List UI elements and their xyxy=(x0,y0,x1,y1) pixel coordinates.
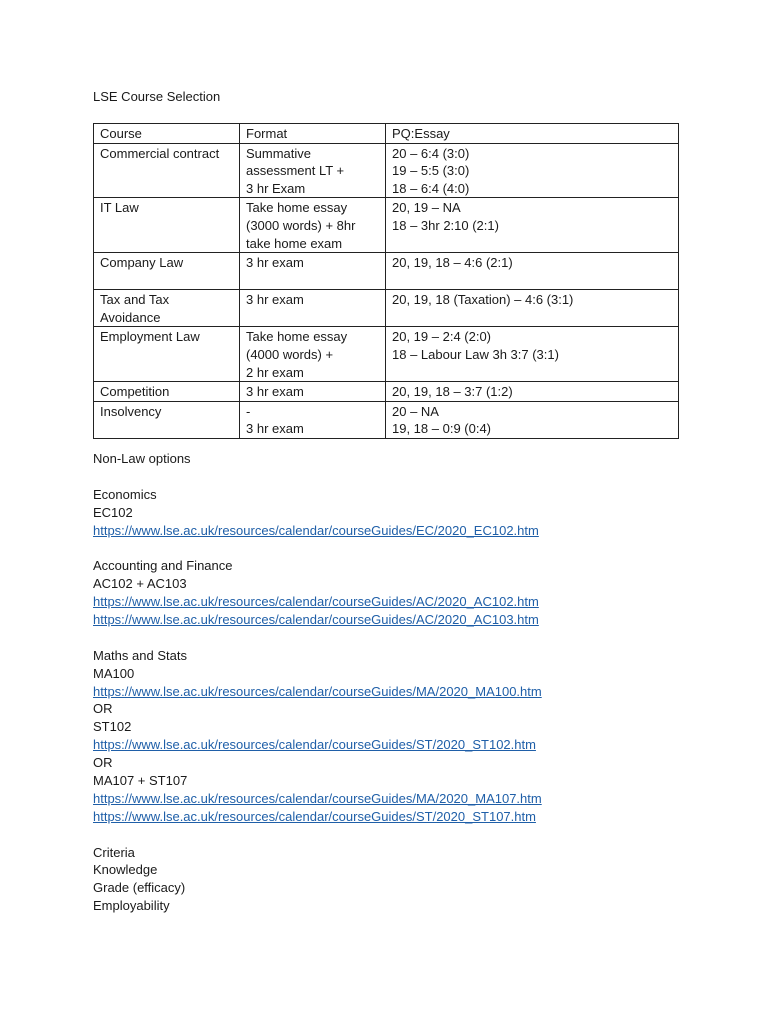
table-row xyxy=(94,198,679,253)
course-name: Tax and Tax xyxy=(100,292,170,308)
format-line: (4000 words) + xyxy=(246,346,334,362)
course-code: AC102 + AC103 xyxy=(93,576,187,592)
pq-line: 20, 19, 18 (Taxation) – 4:6 (3:1) xyxy=(392,292,574,308)
course-guide-link[interactable]: https://www.lse.ac.uk/resources/calendar/courseGuides/AC/2020_AC103.htm xyxy=(93,612,539,628)
course-name: Company Law xyxy=(100,255,184,271)
or-separator: OR xyxy=(93,755,113,771)
course-name: IT Law xyxy=(100,200,139,216)
course-code: EC102 xyxy=(93,504,133,520)
format-cell xyxy=(240,382,386,402)
pq-cell xyxy=(386,143,679,198)
pq-line: 20 – 6:4 (3:0) xyxy=(392,145,470,161)
course-guide-link[interactable]: https://www.lse.ac.uk/resources/calendar/courseGuides/MA/2020_MA107.htm xyxy=(93,790,542,806)
subject-heading: Accounting and Finance xyxy=(93,558,233,574)
header-pq-essay: PQ:Essay xyxy=(386,124,679,144)
format-cell xyxy=(240,327,386,382)
course-name: Competition xyxy=(100,384,170,400)
format-line: Summative xyxy=(246,145,312,161)
table-row xyxy=(94,143,679,198)
table-row xyxy=(94,327,679,382)
table-row xyxy=(94,290,679,327)
course-code: MA100 xyxy=(93,665,135,681)
course-cell xyxy=(94,382,240,402)
course-cell xyxy=(94,253,240,290)
subject-heading: Economics xyxy=(93,486,157,502)
format-line: 3 hr exam xyxy=(246,421,304,437)
pq-line: 20, 19 – NA xyxy=(392,200,461,216)
course-cell xyxy=(94,143,240,198)
format-cell xyxy=(240,253,386,290)
pq-cell xyxy=(386,290,679,327)
pq-line: 20, 19, 18 – 4:6 (2:1) xyxy=(392,255,513,271)
criteria-item: Employability xyxy=(93,898,170,914)
pq-line: 19 – 5:5 (3:0) xyxy=(392,163,470,179)
pq-line: 19, 18 – 0:9 (0:4) xyxy=(392,421,492,437)
format-line: 3 hr Exam xyxy=(246,180,306,196)
format-cell xyxy=(240,290,386,327)
course-cell xyxy=(94,290,240,327)
format-line: assessment LT + xyxy=(246,163,345,179)
table-row xyxy=(94,401,679,438)
course-guide-link[interactable]: https://www.lse.ac.uk/resources/calendar/courseGuides/EC/2020_EC102.htm xyxy=(93,522,539,538)
table-row xyxy=(94,382,679,402)
format-line: Take home essay xyxy=(246,329,348,345)
pq-line: 20 – NA xyxy=(392,403,439,419)
pq-cell xyxy=(386,382,679,402)
course-cell xyxy=(94,198,240,253)
pq-line: 18 – 3hr 2:10 (2:1) xyxy=(392,217,499,233)
criteria-item: Grade (efficacy) xyxy=(93,880,186,896)
pq-cell xyxy=(386,327,679,382)
course-cell xyxy=(94,401,240,438)
format-cell xyxy=(240,198,386,253)
format-cell xyxy=(240,143,386,198)
page-title: LSE Course Selection xyxy=(93,89,221,104)
table-header-row xyxy=(94,124,679,144)
course-guide-link[interactable]: https://www.lse.ac.uk/resources/calendar/courseGuides/ST/2020_ST102.htm xyxy=(93,737,536,753)
pq-line: 20, 19 – 2:4 (2:0) xyxy=(392,329,492,345)
course-name: Employment Law xyxy=(100,329,200,345)
course-guide-link[interactable]: https://www.lse.ac.uk/resources/calendar/courseGuides/AC/2020_AC102.htm xyxy=(93,594,539,610)
criteria-heading: Criteria xyxy=(93,844,135,860)
format-line: 3 hr exam xyxy=(246,384,304,400)
format-line: Take home essay xyxy=(246,200,348,216)
or-separator: OR xyxy=(93,701,113,717)
section-heading: Non-Law options xyxy=(93,451,191,466)
table-row xyxy=(94,253,679,290)
course-name: Insolvency xyxy=(100,403,162,419)
course-name: Commercial contract xyxy=(100,145,220,161)
format-line: 3 hr exam xyxy=(246,255,304,271)
format-cell xyxy=(240,401,386,438)
format-line: (3000 words) + 8hr xyxy=(246,217,356,233)
header-format: Format xyxy=(240,124,386,144)
pq-line: 20, 19, 18 – 3:7 (1:2) xyxy=(392,384,513,400)
course-code: MA107 + ST107 xyxy=(93,773,188,789)
format-line: - xyxy=(246,403,251,419)
subject-heading: Maths and Stats xyxy=(93,647,187,663)
pq-cell xyxy=(386,401,679,438)
course-guide-link[interactable]: https://www.lse.ac.uk/resources/calendar/courseGuides/ST/2020_ST107.htm xyxy=(93,808,536,824)
course-table xyxy=(93,123,679,439)
pq-cell xyxy=(386,198,679,253)
course-code: ST102 xyxy=(93,719,132,735)
course-cell xyxy=(94,327,240,382)
criteria-item: Knowledge xyxy=(93,862,158,878)
format-line: 3 hr exam xyxy=(246,292,304,308)
non-law-section xyxy=(93,450,713,915)
format-line: 2 hr exam xyxy=(246,364,304,380)
course-guide-link[interactable]: https://www.lse.ac.uk/resources/calendar/courseGuides/MA/2020_MA100.htm xyxy=(93,683,542,699)
pq-cell xyxy=(386,253,679,290)
format-line: take home exam xyxy=(246,235,343,251)
pq-line: 18 – 6:4 (4:0) xyxy=(392,180,470,196)
pq-line: 18 – Labour Law 3h 3:7 (3:1) xyxy=(392,346,559,362)
header-course: Course xyxy=(94,124,240,144)
course-name: Avoidance xyxy=(100,309,161,325)
